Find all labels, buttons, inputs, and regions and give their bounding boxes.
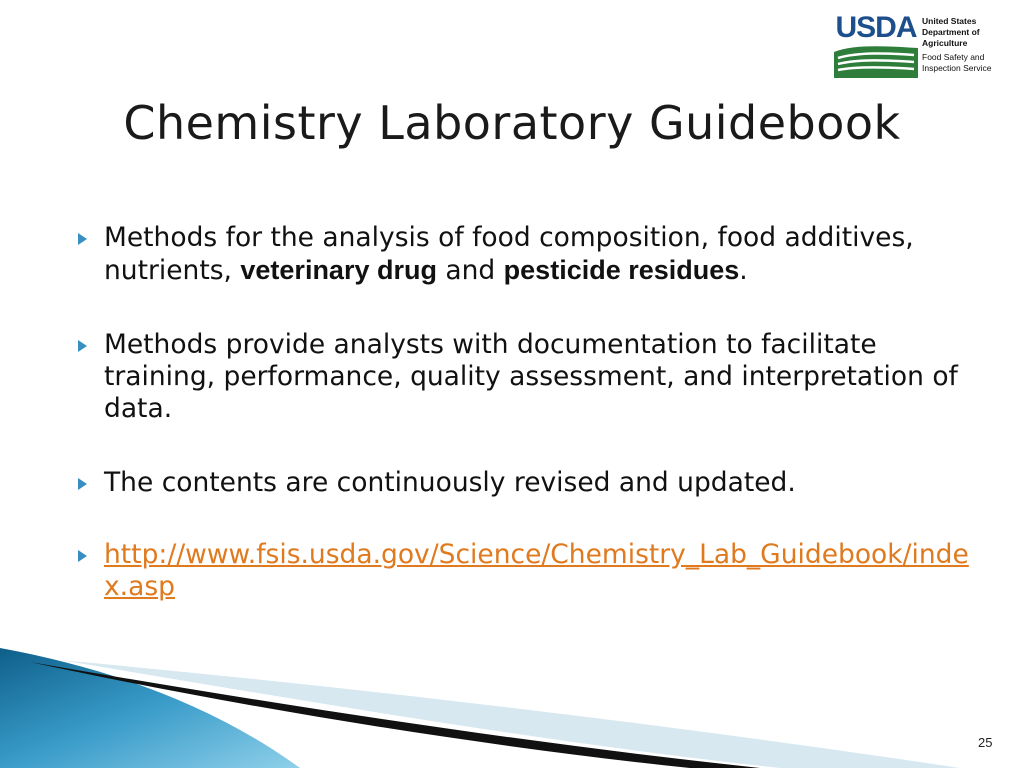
usda-agency-name [922, 16, 1012, 49]
bullet-item [76, 467, 976, 499]
guidebook-link[interactable]: http://www.fsis.usda.gov/Science/Chemistry_Lab_Guidebook/index.asp [104, 539, 969, 602]
bullet-arrow-icon [78, 340, 87, 352]
bullet-text: Methods provide analysts with documentation to facilitate training, performance, quality assessment, and interpretation of data. [104, 329, 958, 424]
usda-wordmark: USDA [835, 11, 917, 44]
bullet-text: . [739, 255, 748, 286]
agency-line: United States [922, 16, 977, 26]
bullet-item [76, 222, 976, 287]
agency-line: Department of [922, 27, 980, 37]
page-number: 25 [978, 735, 993, 750]
bullet-text: Methods for the analysis of food composition, food additives, nutrients, [104, 222, 914, 286]
slide-title: Chemistry Laboratory Guidebook [123, 96, 901, 150]
agency-line: Agriculture [922, 38, 968, 48]
bullet-list [76, 222, 976, 645]
bullet-arrow-icon [78, 478, 87, 490]
bullet-text: and [436, 255, 504, 286]
decorative-swoosh [0, 640, 1024, 768]
service-line: Inspection Service [922, 63, 992, 73]
usda-logo [834, 11, 1010, 80]
bullet-text: The contents are continuously revised and updated. [104, 467, 796, 498]
usda-logo-text [922, 16, 1012, 74]
bullet-arrow-icon [78, 550, 87, 562]
bullet-bold-text: veterinary drug [240, 255, 437, 285]
bullet-item [76, 329, 976, 425]
bullet-arrow-icon [78, 233, 87, 245]
service-line: Food Safety and [922, 52, 985, 62]
bullet-item [76, 539, 976, 603]
bullet-bold-text: pesticide residues [503, 255, 740, 285]
usda-service-name [922, 52, 1012, 74]
